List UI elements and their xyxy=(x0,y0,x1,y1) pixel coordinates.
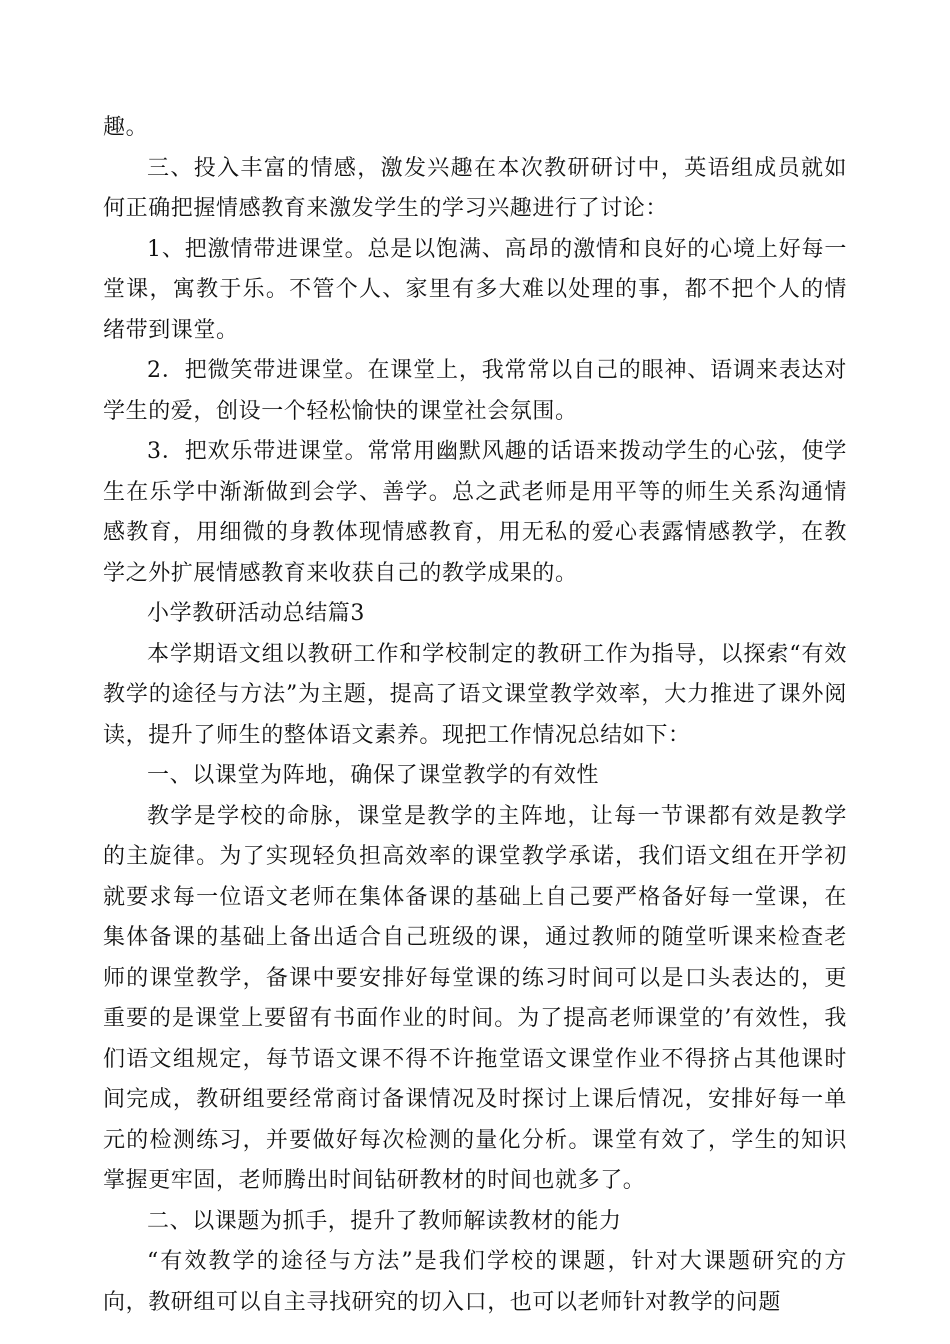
paragraph: 本学期语文组以教研工作和学校制定的教研工作为指导，以探索“有效教学的途径与方法”为主题，提高了语文课堂教学效率，大力推进了课外阅读，提升了师生的整体语文素养。现把工作情况总结如下： xyxy=(103,641,847,748)
paragraph: 三、投入丰富的情感，激发兴趣在本次教研研讨中，英语组成员就如何正确把握情感教育来激发学生的学习兴趣进行了讨论： xyxy=(103,155,847,221)
section-heading: 二、以课题为抓手，提升了教师解读教材的能力 xyxy=(147,1208,622,1234)
paragraph: “有效教学的途径与方法”是我们学校的课题，针对大课题研究的方向，教研组可以自主寻找研究的切入口，也可以老师针对教学的问题 xyxy=(103,1249,847,1315)
paragraph: 趣。 xyxy=(103,115,149,140)
paragraph: 教学是学校的命脉，课堂是教学的主阵地，让每一节课都有效是教学的主旋律。为了实现轻负担高效率的课堂教学承诺，我们语文组在开学初就要求每一位语文老师在集体备课的基础上自己要严格备好每一堂课，在集体备课的基础上备出适合自己班级的课，通过教师的随堂听课来检查老师的课堂教学，备课中要安排好每堂课的练习时间可以是口头表达的，更重要的是课堂上要留有书面作业的时间。为了提高老师课堂的’有效性，我们语文组规定，每节语文课不得不许拖堂语文课堂作业不得挤占其他课时间完成，教研组要经常商讨备课情况及时探讨上课后情况，安排好每一单元的检测练习，并要做好每次检测的量化分析。课堂有效了，学生的知识掌握更牢固，老师腾出时间钻研教材的时间也就多了。 xyxy=(103,803,847,1193)
document-body xyxy=(103,108,847,1323)
section-heading: 一、以课堂为阵地，确保了课堂教学的有效性 xyxy=(147,763,600,788)
section-title: 小学教研活动总结篇3 xyxy=(147,601,365,626)
paragraph: 1、把激情带进课堂。总是以饱满、高昂的激情和良好的心境上好每一堂课，寓教于乐。不管个人、家里有多大难以处理的事，都不把个人的情绪带到课堂。 xyxy=(103,236,847,343)
paragraph: 3．把欢乐带进课堂。常常用幽默风趣的话语来拨动学生的心弦，使学生在乐学中渐渐做到会学、善学。总之武老师是用平等的师生关系沟通情感教育，用细微的身教体现情感教育，用无私的爱心表露情感教学，在教学之外扩展情感教育来收获自己的教学成果的。 xyxy=(103,439,847,586)
paragraph: 2．把微笑带进课堂。在课堂上，我常常以自己的眼神、语调来表达对学生的爱，创设一个轻松愉快的课堂社会氛围。 xyxy=(103,358,847,424)
